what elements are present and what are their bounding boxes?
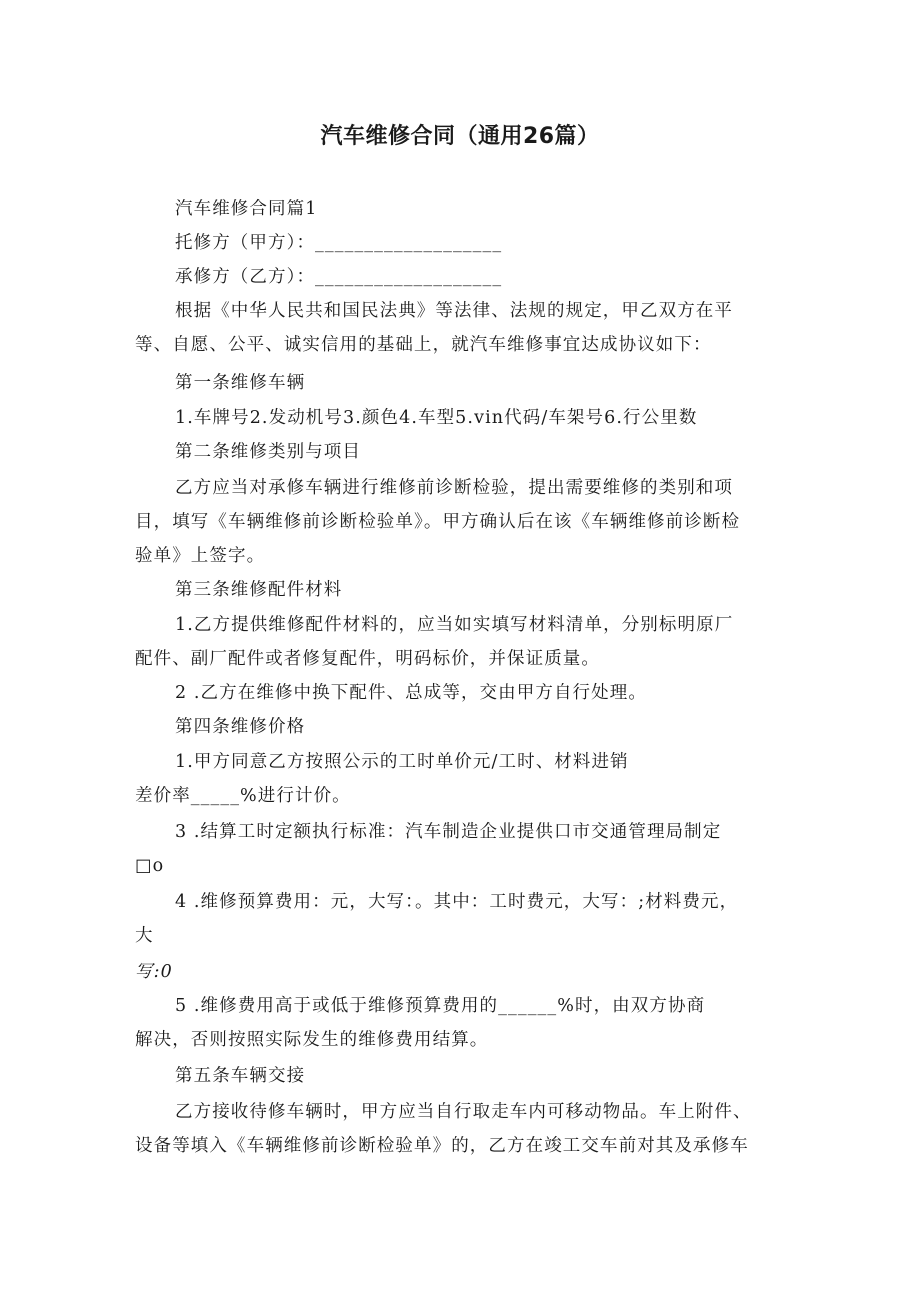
paragraph-line: 5 .维修费用高于或低于维修预算费用的______%时，由双方协商 <box>175 996 706 1016</box>
paragraph-line: 2 .乙方在维修中换下配件、总成等，交由甲方自行处理。 <box>175 683 647 703</box>
article-heading: 第二条维修类别与项目 <box>175 442 361 462</box>
paragraph-line: 3 .结算工时定额执行标准：汽车制造企业提供口市交通管理局制定 <box>175 822 722 842</box>
paragraph-line: 乙方应当对承修车辆进行维修前诊断检验，提出需要维修的类别和项 <box>175 478 733 498</box>
paragraph-line: 配件、副厂配件或者修复配件，明码标价，并保证质量。 <box>135 649 600 669</box>
party-b-line: 承修方（乙方）：___________________ <box>175 267 503 287</box>
paragraph-line: 解决，否则按照实际发生的维修费用结算。 <box>135 1030 489 1050</box>
article-heading: 第一条维修车辆 <box>175 373 306 393</box>
document-title: 汽车维修合同（通用26篇） <box>320 124 600 149</box>
paragraph-line: 写:0 <box>135 962 173 982</box>
paragraph-line: 目，填写《车辆维修前诊断检验单》。甲方确认后在该《车辆维修前诊断检 <box>135 512 741 532</box>
paragraph-line: 根据《中华人民共和国民法典》等法律、法规的规定，甲乙双方在平 <box>175 301 733 321</box>
paragraph-line: 设备等填入《车辆维修前诊断检验单》的，乙方在竣工交车前对其及承修车 <box>135 1136 749 1156</box>
party-a-line: 托修方（甲方）：___________________ <box>175 233 503 253</box>
paragraph-line: □o <box>135 856 165 876</box>
paragraph-line: 差价率_____%进行计价。 <box>135 786 351 806</box>
paragraph-line: 大 <box>135 926 154 946</box>
paragraph-line: 乙方接收待修车辆时，甲方应当自行取走车内可移动物品。车上附件、 <box>175 1102 752 1122</box>
paragraph-line: 等、自愿、公平、诚实信用的基础上，就汽车维修事宜达成协议如下： <box>135 335 712 355</box>
article-heading: 第四条维修价格 <box>175 717 306 737</box>
article-heading: 第三条维修配件材料 <box>175 580 343 600</box>
section-heading: 汽车维修合同篇1 <box>175 199 318 219</box>
paragraph-line: 1.车牌号2.发动机号3.颜色4.车型5.vin代码/车架号6.行公里数 <box>175 408 698 428</box>
article-heading: 第五条车辆交接 <box>175 1066 306 1086</box>
paragraph-line: 4 .维修预算费用：元，大写：。其中：工时费元，大写：;材料费元， <box>175 892 739 912</box>
paragraph-line: 验单》上签字。 <box>135 546 266 566</box>
paragraph-line: 1.甲方同意乙方按照公示的工时单价元/工时、材料进销 <box>175 752 629 772</box>
paragraph-line: 1.乙方提供维修配件材料的，应当如实填写材料清单，分别标明原厂 <box>175 615 734 635</box>
